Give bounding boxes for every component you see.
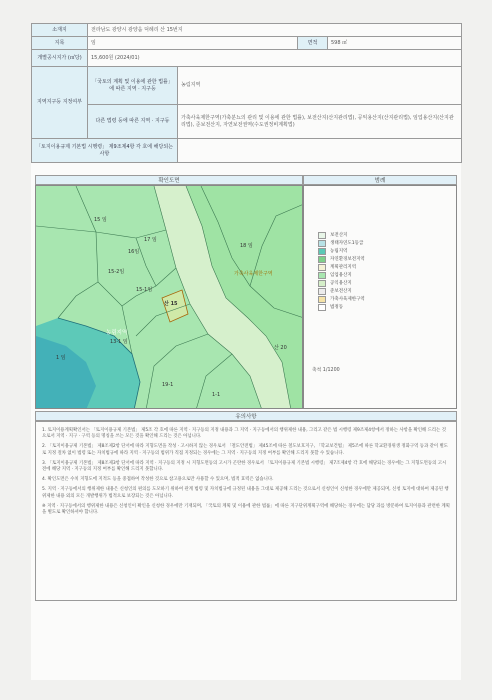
map-label: 18 임 xyxy=(240,243,253,249)
map-zone-label: 농림지역 xyxy=(106,330,128,336)
legend-item xyxy=(318,288,352,294)
legend-swatch xyxy=(318,304,326,311)
legend-swatch xyxy=(318,264,326,271)
enforcement-decree-label: 「토지이용규제 기본법 시행령」 제9조제4항 각 호에 해당되는 사항 xyxy=(32,139,178,163)
note-item: 3. 「토지이용규제 기본법」 제8조제3항 단서에 따라 지역 · 지구등의 지정 시 지형도면등의 고시가 곤란한 경우로서 「토지이용규제 기본법 시행령」 제7조제4항 각 호에 해당되는 경우에는 그 지형도면등의 고시 전에 해당 지역 · 지구등의 지정 여부를 확인해 드리지 못합니다. xyxy=(42,460,447,473)
location-label: 소재지 xyxy=(32,24,88,37)
area-label: 면적 xyxy=(298,37,328,50)
legend-item-label: 보전산지 xyxy=(330,233,348,238)
note-item: 1. 토지이용계획확인서는 「토지이용규제 기본법」 제5조 각 호에 따른 지역 · 지구등의 지정 내용과 그 지역 · 지구등에서의 행위제한 내용, 그리고 같은 법 시행령 제9조제4항에서 정하는 사항을 확인해 드리는 것으로서 지역 · 지구 · 구역 등의 명칭을 쓰는 모든 것을 확인해 드리는 것은 아닙니다. xyxy=(42,428,446,440)
legend-item xyxy=(318,264,356,270)
legend-item-label: 농림지역 xyxy=(330,249,348,254)
legend-swatch xyxy=(318,296,326,303)
land-category-value: 임 xyxy=(88,37,298,50)
legend-item xyxy=(318,256,365,262)
map-label: 산 20 xyxy=(274,345,287,351)
legend-item-label: 준보전산지 xyxy=(330,289,352,294)
legend-item-label: 법정동 xyxy=(330,305,344,310)
national-planning-zone-value: 농림지역 xyxy=(178,67,462,105)
legend-swatch xyxy=(318,232,326,239)
national-planning-zone-label: 「국토의 계획 및 이용에 관한 법률」에 따른 지역 · 지구등 xyxy=(88,67,178,105)
map-label: 15-1임 xyxy=(136,287,153,293)
legend-item-label: 생태자연도1등급 xyxy=(330,241,364,246)
notes-header: 유의사항 xyxy=(35,411,457,421)
note-item: ※ 지역 · 지구등에서의 행위제한 내용은 신청인이 확인을 신청한 경우에만 기재되며, 「국토의 계획 및 이용에 관한 법률」에 따른 지구단위계획구역에 해당하는 경우에는 담당 과를 방문하여 토지이용과 관련한 계획을 별도로 확인하셔야 합니다. xyxy=(42,503,450,516)
legend-swatch xyxy=(318,280,326,287)
map-label: 15 임 xyxy=(94,217,107,223)
note-item: 2. 「토지이용규제 기본법」 제8조제2항 단서에 따라 지형도면을 작성 · 고시하지 않는 경우로서 「철도안전법」 제45조에 따른 철도보호지구, 「학교보건법」 제5조에 따른 학교환경위생 정화구역 등과 같이 별도로 지정 절차 없이 법령 또는 자치법규에 따라 지역 · 지구등의 범위가 직접 지정되는 경우에는 그 지역 · 지구등의 지정 여부를 확인해 드리지 못할 수 있습니다. xyxy=(42,444,448,456)
legend-item xyxy=(318,280,352,286)
map-label: 1-1 xyxy=(212,392,221,398)
legend-item xyxy=(318,304,343,310)
legend-swatch xyxy=(318,240,326,247)
legend-header: 범례 xyxy=(303,175,457,185)
legend-item xyxy=(318,248,347,254)
other-law-zone-label: 다른 법령 등에 따른 지역 · 지구등 xyxy=(88,105,178,139)
legend-item xyxy=(318,232,347,238)
legend-item xyxy=(318,240,363,246)
enforcement-decree-value xyxy=(178,139,462,163)
map-header: 확인도면 xyxy=(35,175,303,185)
note-item: 4. 확인도면은 수치 지형도에 지적도 등을 중첩하여 작성한 것으로 참고용으로만 사용할 수 있으며, 법적 효력은 없습니다. xyxy=(42,477,274,483)
zoning-label: 지역지구등 지정여부 xyxy=(32,67,88,139)
legend-item xyxy=(318,296,365,302)
map-legend xyxy=(303,185,457,409)
map-label: 15-2임 xyxy=(108,269,125,275)
note-item: 5. 지역 · 지구등에서의 행위제한 내용은 신청인의 편의를 도모하기 위하여 관계 법령 및 자치법규에 규정된 내용을 그대로 제공해 드리는 것으로서 신청인이 신청한 경우에만 제공되며, 신청 토지에 대하여 제공된 행위제한 내용 외의 모든 개발행위가 법적으로 보장되는 것은 아닙니다. xyxy=(42,487,449,499)
map-label: 13-1 임 xyxy=(110,339,128,345)
subject-parcel-label: 산 15 xyxy=(164,301,178,307)
map-scale: 축척 1/1200 xyxy=(312,368,340,373)
map-label: 17 임 xyxy=(144,237,157,243)
document-sheet xyxy=(31,23,461,680)
legend-item-label: 가축사육제한구역 xyxy=(330,297,365,302)
land-price-label: 개별공시지가 (㎡당) xyxy=(32,50,88,67)
legend-item-label: 자연환경보전지역 xyxy=(330,257,365,262)
map-label: 16임 xyxy=(128,249,140,255)
confirmation-map xyxy=(35,185,303,409)
legend-swatch xyxy=(318,248,326,255)
area-value: 598 ㎡ xyxy=(328,37,462,50)
notes-section xyxy=(35,421,457,601)
map-label: 1 임 xyxy=(56,355,66,361)
legend-item xyxy=(318,272,352,278)
cadastral-map-drawing xyxy=(36,186,303,409)
legend-swatch xyxy=(318,272,326,279)
land-price-value: 15,600원 (2024/01) xyxy=(88,50,462,67)
legend-item-label: 임업용산지 xyxy=(330,273,352,278)
legend-item-label: 공익용산지 xyxy=(330,281,352,286)
legend-item-label: 계획관리지역 xyxy=(330,265,357,270)
legend-swatch xyxy=(318,288,326,295)
map-zone-label: 가축사육제한구역 xyxy=(234,271,273,277)
legend-swatch xyxy=(318,256,326,263)
map-label: 19-1 xyxy=(162,382,174,388)
location-value: 전라남도 광양시 광양읍 덕례리 산 15번지 xyxy=(88,24,462,37)
other-law-zone-value: 가축사육제한구역(가축분뇨의 관리 및 이용에 관한 법률), 보전산지(산지관리법), 공익용산지(산지관리법), 임업용산지(산지관리법), 준보전산지, 자연보전권역(수도권정비계획법) xyxy=(178,105,462,139)
land-category-label: 지목 xyxy=(32,37,88,50)
land-info-table xyxy=(31,23,462,163)
